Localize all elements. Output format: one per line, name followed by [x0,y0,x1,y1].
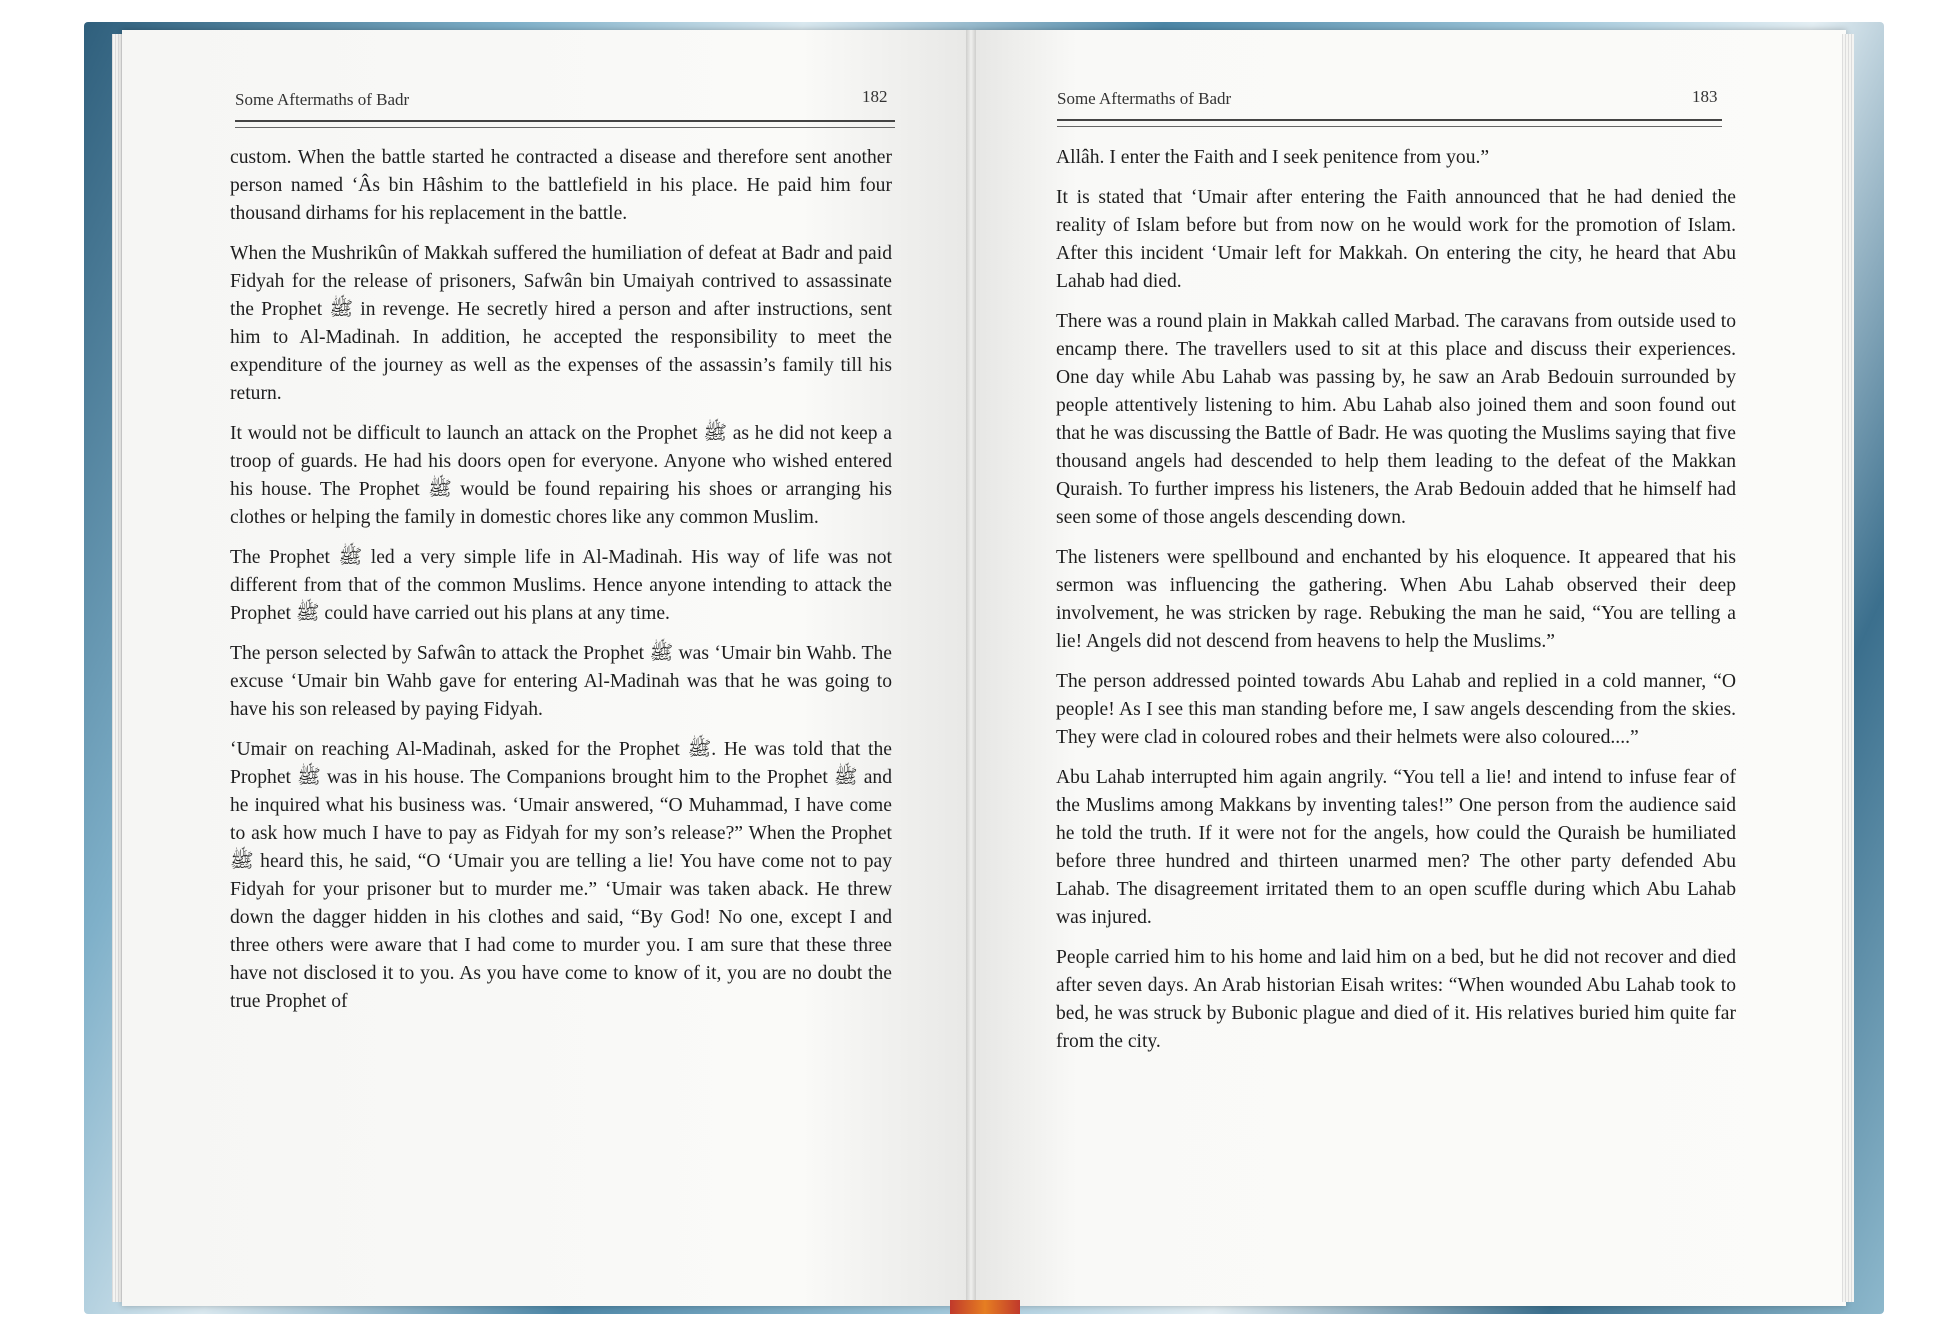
paragraph: Abu Lahab interrupted him again angrily. “You tell a lie! and intend to infuse fear of the Muslims among Makkans by inventing tales!” One person from the audience said he told the truth. If it were not for the angels, how could the Quraish be humiliated before three hundred and thirteen unarmed men? The other party defended Abu Lahab. The disagreement irritated them to an open scuffle during which Abu Lahab was injured. [1056,767,1736,928]
paragraph: The person addressed pointed towards Abu Lahab and replied in a cold manner, “O people! As I see this man standing before me, I saw angels descending from the skies. They were clad in coloured robes and their helmets were also coloured....” [1056,671,1736,748]
right-running-head: Some Aftermaths of Badr [1057,89,1232,108]
paragraph: There was a round plain in Makkah called Marbad. The caravans from outside used to encamp there. The travellers used to sit at this place and discuss their experiences. One day while Abu Lahab was passing by, he saw an Arab Bedouin surrounded by people attentively listening to him. Abu Lahab also joined them and soon found out that he was discussing the Battle of Badr. He was quoting the Muslims saying that five thousand angels had descended to help them leading to the defeat of the Makkan Quraish. To further impress his listeners, the Arab Bedouin added that he himself had seen some of those angels descending down. [1056,311,1736,528]
paragraph: The person selected by Safwân to attack the Prophet ﷺ was ‘Umair bin Wahb. The excuse ‘Umair bin Wahb gave for entering Al-Madinah was that he was going to have his son released by paying Fidyah. [230,643,892,720]
paragraph: ‘Umair on reaching Al-Madinah, asked for the Prophet ﷺ. He was told that the Prophet ﷺ was in his house. The Companions brought him to the Prophet ﷺ and he inquired what his business was. ‘Umair answered, “O Muhammad, I have come to ask how much I have to pay as Fidyah for my son’s release?” When the Prophet ﷺ heard this, he said, “O ‘Umair you are telling a lie! You have come not to pay Fidyah for your prisoner but to murder me.” ‘Umair was taken aback. He threw down the dagger hidden in his clothes and said, “By God! No one, except I and three others were aware that I had come to murder you. I am sure that these three have not disclosed it to you. As you have come to know of it, you are no doubt the true Prophet of [230,739,892,1012]
right-text-column [1056,144,1736,1068]
left-running-head: Some Aftermaths of Badr [235,90,410,109]
paragraph: custom. When the battle started he contracted a disease and therefore sent another person named ‘Âs bin Hâshim to the battlefield in his place. He paid him four thousand dirhams for his replacement in the battle. [230,147,892,224]
spine-bottom-band [950,1300,1020,1314]
paragraph: Allâh. I enter the Faith and I seek penitence from you.” [1056,147,1490,168]
paragraph: When the Mushrikûn of Makkah suffered the humiliation of defeat at Badr and paid Fidyah for the release of prisoners, Safwân bin Umaiyah contrived to assassinate the Prophet ﷺ in revenge. He secretly hired a person and after instructions, sent him to Al-Madinah. In addition, he accepted the responsibility to meet the expenditure of the journey as well as the expenses of the assassin’s family till his return. [230,243,892,404]
left-page-number: 182 [862,87,888,106]
paragraph: The listeners were spellbound and enchanted by his eloquence. It appeared that his sermon was influencing the gathering. When Abu Lahab observed their deep involvement, he was stricken by rage. Rebuking the man he said, “You are telling a lie! Angels did not descend from heavens to help the Muslims.” [1056,547,1736,652]
paragraph: It would not be difficult to launch an attack on the Prophet ﷺ as he did not keep a troop of guards. He had his doors open for everyone. Anyone who wished entered his house. The Prophet ﷺ would be found repairing his shoes or arranging his clothes or helping the family in domestic chores like any common Muslim. [230,423,893,528]
page-edges-right [1842,34,1854,1302]
left-text-column [230,144,892,1028]
paragraph: It is stated that ‘Umair after entering the Faith announced that he had denied the reality of Islam before but from now on he would work for the promotion of Islam. After this incident ‘Umair left for Makkah. On entering the city, he heard that Abu Lahab had died. [1056,187,1736,292]
left-header-rule-thin [235,127,895,128]
right-header-rule [1057,119,1722,121]
paragraph: The Prophet ﷺ led a very simple life in Al-Madinah. His way of life was not different from that of the common Muslims. Hence anyone intending to attack the Prophet ﷺ could have carried out his plans at any time. [230,547,892,624]
book-spine [966,30,976,1306]
paragraph: People carried him to his home and laid him on a bed, but he did not recover and died after seven days. An Arab historian Eisah writes: “When wounded Abu Lahab took to bed, he was struck by Bubonic plague and died of it. His relatives buried him quite far from the city. [1056,947,1736,1052]
left-header-rule [235,120,895,122]
right-page-number: 183 [1692,87,1718,106]
right-header-rule-thin [1057,126,1722,127]
